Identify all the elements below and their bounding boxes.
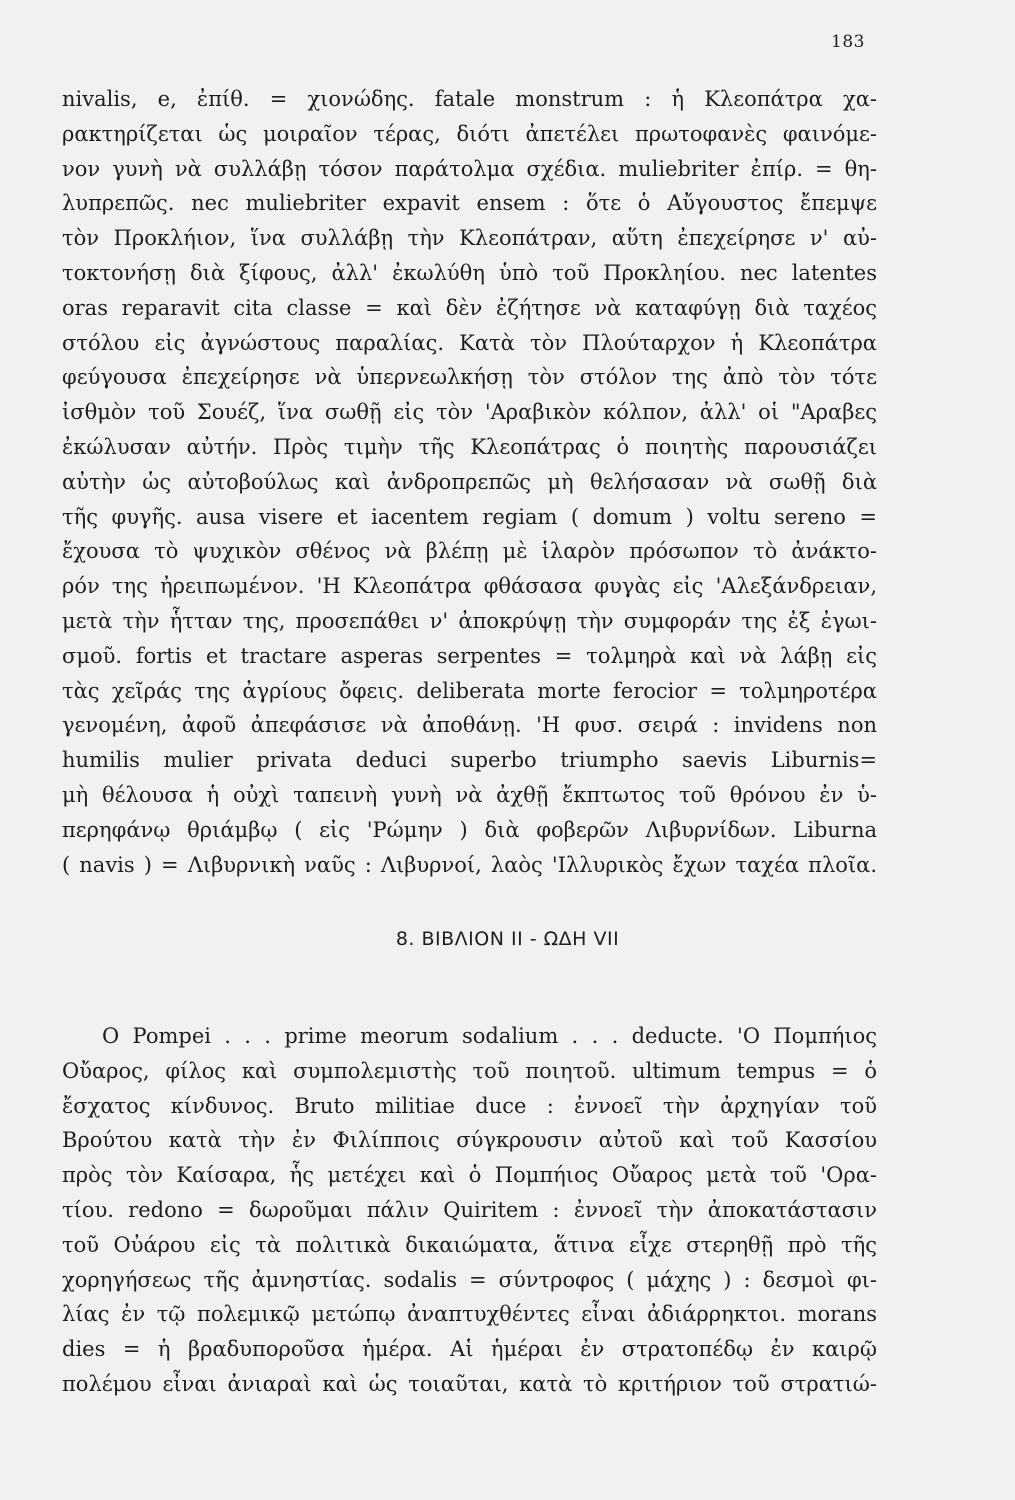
text-line: humilis mulier privata deduci superbo triumpho saevis Liburnis= — [62, 748, 877, 773]
text-line: ρόν της ἠρειπωμένον. 'Η Κλεοπάτρα φθάσασα φυγὰς εἰς 'Αλεξάνδρειαν, — [62, 574, 877, 599]
text-line: πολέμου εἶναι ἀνιαραὶ καὶ ὡς τοιαῦται, κατὰ τὸ κριτήριον τοῦ στρατιώ- — [62, 1371, 877, 1396]
text-line: τίου. redono = δωροῦμαι πάλιν Quiritem : ἐννοεῖ τὴν ἀποκατάστασιν — [62, 1197, 877, 1222]
text-line: μὴ θέλουσα ἡ οὐχὶ ταπεινὴ γυνὴ νὰ ἀχθῇ ἔκπτωτος τοῦ θρόνου ἐν ὑ- — [62, 782, 877, 807]
text-line: χορηγήσεως τῆς ἀμνηστίας. sodalis = σύντροφος ( μάχης ) : δεσμοὶ φι- — [62, 1267, 877, 1292]
section-heading: 8. ΒΙΒΛΙΟΝ ΙΙ - ΩΔΗ VII — [395, 928, 620, 950]
text-line: φεύγουσα ἐπεχείρησε νὰ ὑπερνεωλκήσῃ τὸν στόλον της ἀπὸ τὸν τότε — [62, 365, 877, 390]
text-line: oras reparavit cita classe = καὶ δὲν ἐζήτησε νὰ καταφύγῃ διὰ ταχέος — [62, 295, 877, 320]
text-line: ἰσθμὸν τοῦ Σουέζ, ἵνα σωθῇ εἰς τὸν 'Αραβικὸν κόλπον, ἀλλ' οἱ "Αραβες — [62, 400, 877, 425]
text-line: ρακτηρίζεται ὡς μοιραῖον τέρας, διότι ἀπετέλει πρωτοφανὲς φαινόμε- — [62, 121, 877, 146]
text-line: dies = ἡ βραδυποροῦσα ἡμέρα. Αἱ ἡμέραι ἐν στρατοπέδῳ ἐν καιρῷ — [62, 1337, 877, 1362]
text-line: O Pompei . . . prime meorum sodalium . . . deducte. 'Ο Πομπήιος — [102, 1024, 877, 1048]
text-line: αὐτὴν ὡς αὐτοβούλως καὶ ἀνδροπρεπῶς μὴ θελήσασαν νὰ σωθῇ διὰ — [62, 469, 877, 494]
text-line: περηφάνῳ θριάμβῳ ( εἰς 'Ρώμην ) διὰ φοβερῶν Λιβυρνίδων. Liburna — [62, 817, 877, 842]
text-line: nivalis, e, ἐπίθ. = χιονώδης. fatale monstrum : ἡ Κλεοπάτρα χα- — [62, 87, 877, 111]
text-line: ἔχουσα τὸ ψυχικὸν σθένος νὰ βλέπῃ μὲ ἱλαρὸν πρόσωπον τὸ ἀνάκτο- — [62, 539, 877, 564]
text-line: μετὰ τὴν ἧτταν της, προσεπάθει ν' ἀποκρύψῃ τὴν συμφοράν της ἐξ ἐγωι- — [62, 608, 877, 633]
text-line: ( navis ) = Λιβυρνικὴ ναῦς : Λιβυρνοί, λαὸς 'Ιλλυρικὸς ἔχων ταχέα πλοῖα. — [62, 852, 877, 877]
text-line: τοῦ Οὐάρου εἰς τὰ πολιτικὰ δικαιώματα, ἅτινα εἶχε στερηθῇ πρὸ τῆς — [62, 1232, 877, 1257]
text-line: στόλου εἰς ἀγνώστους παραλίας. Κατὰ τὸν Πλούταρχον ἡ Κλεοπάτρα — [62, 330, 877, 355]
text-line: λίας ἐν τῷ πολεμικῷ μετώπῳ ἀναπτυχθέντες εἶναι ἀδιάρρηκτοι. morans — [62, 1302, 877, 1327]
text-line: Βρούτου κατὰ τὴν ἐν Φιλίπποις σύγκρουσιν αὐτοῦ καὶ τοῦ Κασσίου — [62, 1128, 877, 1153]
text-line: πρὸς τὸν Καίσαρα, ἧς μετέχει καὶ ὁ Πομπήιος Οὔαρος μετὰ τοῦ 'Ορα- — [62, 1163, 877, 1188]
text-line: ἔσχατος κίνδυνος. Bruto militiae duce : ἐννοεῖ τὴν ἀρχηγίαν τοῦ — [62, 1093, 877, 1118]
text-line: λυπρεπῶς. nec muliebriter expavit ensem : ὅτε ὁ Αὔγουστος ἔπεμψε — [62, 191, 877, 216]
text-line: γενομένη, ἀφοῦ ἀπεφάσισε νὰ ἀποθάνῃ. 'Η φυσ. σειρά : invidens non — [62, 713, 877, 738]
text-line: νον γυνὴ νὰ συλλάβῃ τόσον παράτολμα σχέδια. muliebriter ἐπίρ. = θη- — [62, 156, 877, 181]
text-line: τὰς χεῖράς της ἀγρίους ὄφεις. deliberata morte ferocior = τολμηροτέρα — [62, 678, 877, 703]
text-line: σμοῦ. fortis et tractare asperas serpentes = τολμηρὰ καὶ νὰ λάβῃ εἰς — [62, 643, 877, 668]
text-line: τὸν Προκλήιον, ἵνα συλλάβῃ τὴν Κλεοπάτραν, αὕτη ἐπεχείρησε ν' αὐ- — [62, 226, 877, 251]
commentary-paragraph-1 — [62, 82, 877, 882]
text-line: τῆς φυγῆς. ausa visere et iacentem regiam ( domum ) voltu sereno = — [62, 504, 877, 529]
page-number: 183 — [831, 32, 865, 52]
commentary-paragraph-2 — [62, 1019, 877, 1402]
text-line: τοκτονήσῃ διὰ ξίφους, ἀλλ' ἐκωλύθη ὑπὸ τοῦ Προκληίου. nec latentes — [62, 260, 877, 285]
text-line: ἐκώλυσαν αὐτήν. Πρὸς τιμὴν τῆς Κλεοπάτρας ὁ ποιητὴς παρουσιάζει — [62, 434, 877, 459]
text-line: Οὔαρος, φίλος καὶ συμπολεμιστὴς τοῦ ποιητοῦ. ultimum tempus = ὁ — [62, 1058, 877, 1083]
